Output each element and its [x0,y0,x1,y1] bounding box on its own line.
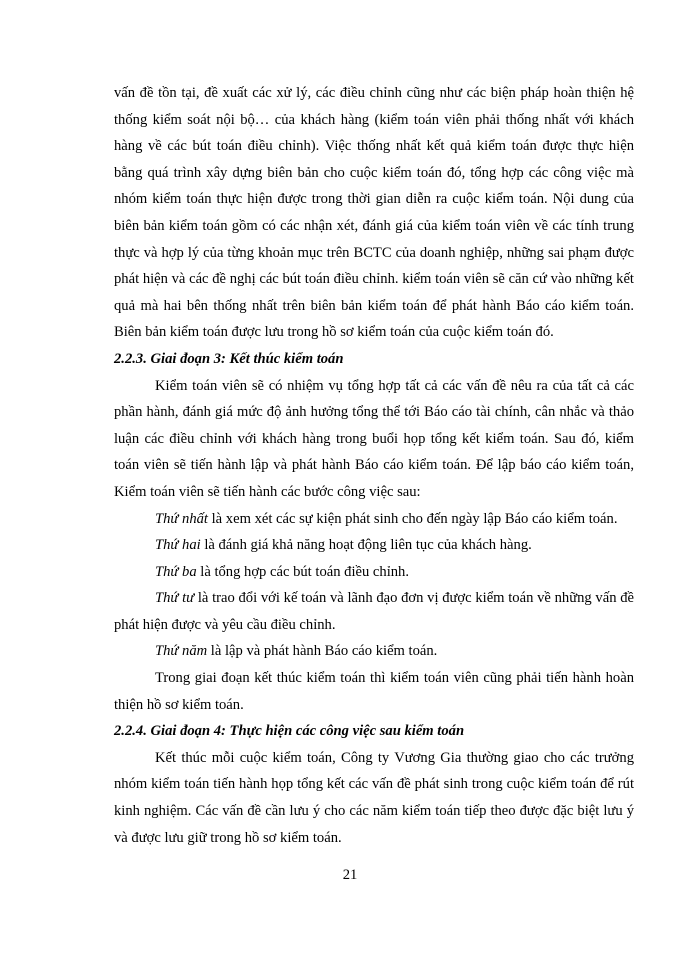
page-number: 21 [342,867,358,883]
body-paragraph: Kết thúc mỗi cuộc kiểm toán, Công ty Vương Gia thường giao cho các trưởng nhóm kiểm toán tiến hành họp tổng kết các vấn đề phát sinh trong cuộc kiểm toán để rút kinh nghiệm. Các vấn đề cần lưu ý cho các năm kiểm toán tiếp theo được đặc biệt lưu ý và được lưu giữ trong hồ sơ kiểm toán. [114,749,634,846]
body-paragraph: Trong giai đoạn kết thúc kiểm toán thì kiểm toán viên cũng phải tiến hành hoàn thiện hồ sơ kiểm toán. [114,670,634,713]
list-item-label: Thứ hai [155,537,201,554]
list-item [114,532,634,559]
list-item-text: là lập và phát hành Báo cáo kiểm toán. [207,643,438,660]
list-item-text: là đánh giá khả năng hoạt động liên tục của khách hàng. [200,537,532,554]
list-item-label: Thứ năm [155,643,208,660]
list-item-label: Thứ nhất [155,510,208,527]
list-item-text: là tổng hợp các bút toán điều chỉnh. [196,563,410,580]
section-heading: 2.2.3. Giai đoạn 3: Kết thúc kiểm toán [114,350,344,367]
list-item [114,585,634,638]
body-paragraph: Kiểm toán viên sẽ có nhiệm vụ tổng hợp tất cả các vấn đề nêu ra của tất cả các phần hành, đánh giá mức độ ảnh hưởng tổng thể tới Báo cáo tài chính, cân nhắc và thảo luận các điều chỉnh với khách hàng trong buổi họp tổng kết kiểm toán. Sau đó, kiểm toán viên sẽ tiến hành lập và phát hành Báo cáo kiểm toán. Để lập báo cáo kiểm toán, Kiểm toán viên sẽ tiến hành các bước công việc sau: [114,377,634,500]
list-item [114,506,634,533]
page-content [114,80,634,851]
list-item [114,559,634,586]
list-item-label: Thứ tư [155,590,195,607]
list-item-label: Thứ ba [155,563,197,580]
list-item [114,638,634,665]
list-item-text: là xem xét các sự kiện phát sinh cho đến ngày lập Báo cáo kiểm toán. [207,510,618,527]
list-item-text: là trao đổi với kế toán và lãnh đạo đơn vị được kiểm toán về những vấn đề phát hiện được và yêu cầu điều chỉnh. [114,590,634,633]
section-heading: 2.2.4. Giai đoạn 4: Thực hiện các công việc sau kiểm toán [114,723,465,740]
body-paragraph: vấn đề tồn tại, đề xuất các xử lý, các điều chỉnh cũng như các biện pháp hoàn thiện hệ thống kiểm soát nội bộ… của khách hàng (kiểm toán viên phải thống nhất với khách hàng về các bút toán điều chỉnh). Việc thống nhất kết quả kiểm toán được thực hiện bằng quá trình xây dựng biên bản cho cuộc kiểm toán đó, tổng hợp các công việc mà nhóm kiểm toán thực hiện được trong thời gian diễn ra cuộc kiểm toán. Nội dung của biên bản kiểm toán gồm có các nhận xét, đánh giá của kiểm toán viên về các tính trung thực và hợp lý của từng khoản mục trên BCTC của doanh nghiệp, những sai phạm được phát hiện và các đề nghị các bút toán điều chỉnh. kiểm toán viên sẽ căn cứ vào những kết quả mà hai bên thống nhất trên biên bản kiểm toán để phát hành Báo cáo kiểm toán. Biên bản kiểm toán được lưu trong hồ sơ kiểm toán của cuộc kiểm toán đó. [114,85,634,341]
